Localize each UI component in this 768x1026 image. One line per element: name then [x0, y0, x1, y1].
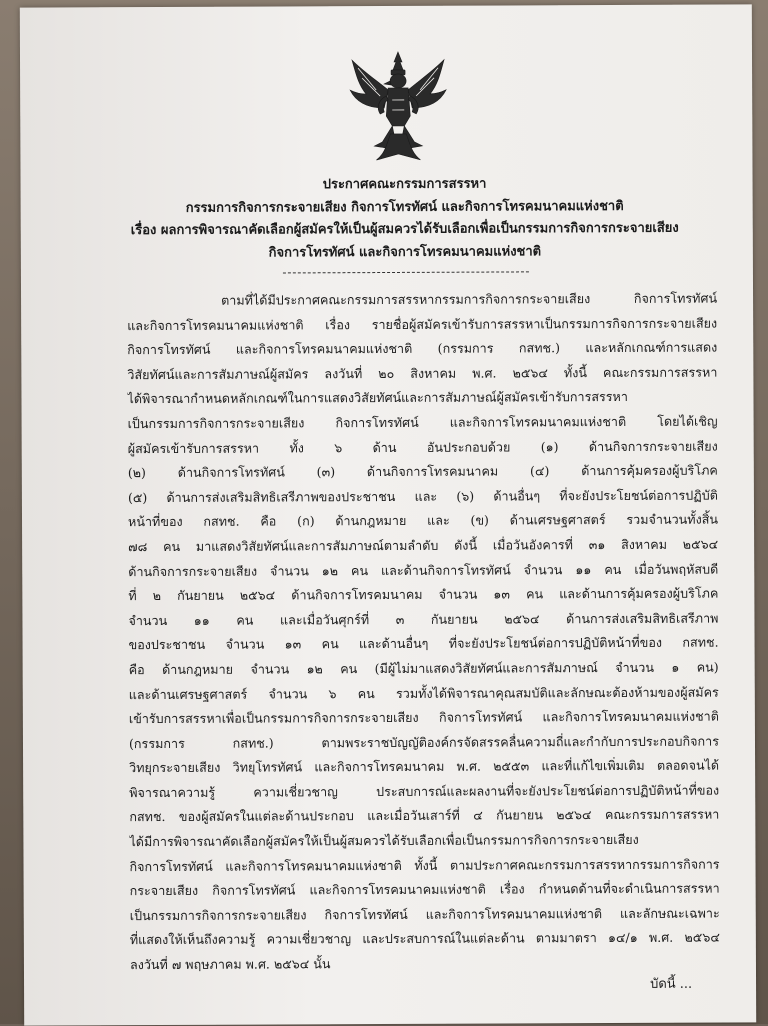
body-line: ของประชาชน จำนวน ๑๓ คน และด้านอื่นๆ ที่จะยังประโยชน์ต่อการปฏิบัติหน้าที่ของ กสทช. — [128, 634, 719, 653]
body-line: เป็นกรรมการกิจการกระจายเสียง กิจการโทรทัศน์ และกิจการโทรคมนาคมแห่งชาติ และลักษณะเฉพาะ — [129, 905, 720, 923]
body-line: ที่ ๒ กันยายน ๒๕๖๔ ด้านกิจการโทรคมนาคม จำนวน ๑๓ คน และด้านการคุ้มครองผู้บริโภค — [128, 585, 719, 604]
body-line: กสทช. ของผู้สมัครในแต่ละด้านประกอบ และเมื่อวันเสาร์ที่ ๔ กันยายน ๒๕๖๔ คณะกรรมการสรรหา — [129, 807, 720, 825]
body-line: คือ ด้านกฎหมาย จำนวน ๑๒ คน (มีผู้ไม่มาแสดงวิสัยทัศน์และการสัมภาษณ์ จำนวน ๑ คน) — [128, 659, 719, 678]
body-line: ลงวันที่ ๗ พฤษภาคม พ.ศ. ๒๕๖๔ นั้น — [129, 956, 331, 973]
header-divider — [283, 271, 529, 273]
body-line: (๕) ด้านการส่งเสริมสิทธิเสรีภาพของประชาชน และ (๖) ด้านอื่นๆ ที่จะยังประโยชน์ต่อการปฏิบัติ — [127, 487, 718, 505]
body-line: ที่แสดงให้เห็นถึงความรู้ ความเชี่ยวชาญ และประสบการณ์ในแต่ละด้าน ตามมาตรา ๑๔/๑ พ.ศ. ๒๕๖๔ — [129, 929, 720, 948]
body-line: ได้พิจารณากำหนดหลักเกณฑ์ในการแสดงวิสัยทัศน์และการสัมภาษณ์ผู้สมัครเข้ารับการสรรหา — [127, 389, 628, 407]
body-line: เป็นกรรมการกิจการกระจายเสียง กิจการโทรทัศน์ และกิจการโทรคมนาคมแห่งชาติ โดยได้เชิญ — [127, 413, 718, 432]
document-page — [20, 4, 756, 1025]
document-body — [127, 287, 720, 978]
body-line: พิจารณาความรู้ ความเชี่ยวชาญ ประสบการณ์และผลงานที่จะยังประโยชน์ต่อการปฏิบัติหน้าที่ของ — [129, 782, 720, 801]
body-line: ๗๘ คน มาแสดงวิสัยทัศน์และการสัมภาษณ์ตามลำดับ ดังนี้ เมื่อวันอังคารที่ ๓๑ สิงหาคม ๒๕๖๔ — [128, 536, 719, 555]
body-line: ตามที่ได้มีประกาศคณะกรรมการสรรหากรรมการกิจการกระจายเสียง กิจการโทรทัศน์ — [221, 290, 718, 308]
header-title: ประกาศคณะกรรมการสรรหา — [322, 176, 487, 193]
body-line: และด้านเศรษฐศาสตร์ จำนวน ๖ คน รวมทั้งได้พิจารณาคุณสมบัติและลักษณะต้องห้ามของผู้สมัคร — [128, 684, 719, 702]
garuda-emblem-icon — [346, 50, 450, 162]
body-line: กิจการโทรทัศน์ และกิจการโทรคมนาคมแห่งชาติ (กรรมการ กสทช.) และหลักเกณฑ์การแสดง — [127, 339, 718, 358]
continuation-marker: บัดนี้ ... — [650, 976, 693, 992]
body-line: จำนวน ๑๑ คน และเมื่อวันศุกร์ที่ ๓ กันยายน ๒๕๖๔ ด้านการส่งเสริมสิทธิเสรีภาพ — [128, 610, 719, 628]
body-line: หน้าที่ของ กสทช. คือ (ก) ด้านกฎหมาย และ (ข) ด้านเศรษฐศาสตร์ รวมจำนวนทั้งสิ้น — [127, 511, 719, 530]
body-line: เข้ารับการสรรหาเพื่อเป็นกรรมการกิจการกระจายเสียง กิจการโทรทัศน์ และกิจการโทรคมนาคมแห่งชาติ — [128, 708, 719, 727]
body-line: (กรรมการ กสทช.) ตามพระราชบัญญัติองค์กรจัดสรรคลื่นความถี่และกำกับการประกอบกิจการ — [128, 733, 720, 751]
header-committee: กรรมการกิจการกระจายเสียง กิจการโทรทัศน์ และกิจการโทรคมนาคมแห่งชาติ — [185, 198, 624, 216]
header-subject: เรื่อง ผลการพิจารณาคัดเลือกผู้สมัครให้เป็นผู้สมควรได้รับเลือกเพื่อเป็นกรรมการกิจการกระจายเสียง — [130, 220, 679, 239]
body-line: กระจายเสียง กิจการโทรทัศน์ และกิจการโทรคมนาคมแห่งชาติ เรื่อง กำหนดด้านที่จะดำเนินการสรรหา — [129, 880, 720, 899]
body-line: วิทยุกระจายเสียง วิทยุโทรทัศน์ และกิจการโทรคมนาคม พ.ศ. ๒๕๕๓ และที่แก้ไขเพิ่มเติม ตลอดจนได้ — [129, 757, 720, 776]
body-line: ด้านกิจการกระจายเสียง จำนวน ๑๒ คน และด้านกิจการโทรทัศน์ จำนวน ๑๑ คน เมื่อวันพฤหัสบดี — [128, 561, 719, 579]
body-line: กิจการโทรทัศน์ และกิจการโทรคมนาคมแห่งชาติ ทั้งนี้ ตามประกาศคณะกรรมการสรรหากรรมการกิจการ — [129, 856, 720, 874]
body-line: ผู้สมัครเข้ารับการสรรหา ทั้ง ๖ ด้าน อันประกอบด้วย (๑) ด้านกิจการกระจายเสียง — [127, 438, 718, 456]
document-header — [95, 173, 715, 266]
body-line: และกิจการโทรคมนาคมแห่งชาติ เรื่อง รายชื่อผู้สมัครเข้ารับการสรรหาเป็นกรรมการกิจการกระจายเสียง — [127, 315, 718, 333]
header-subject-continued: กิจการโทรทัศน์ และกิจการโทรคมนาคมแห่งชาติ — [268, 243, 542, 261]
body-line: วิสัยทัศน์และการสัมภาษณ์ผู้สมัคร ลงวันที่ ๒๐ สิงหาคม พ.ศ. ๒๕๖๔ ทั้งนี้ คณะกรรมการสรรหา — [127, 364, 718, 382]
body-line: (๒) ด้านกิจการโทรทัศน์ (๓) ด้านกิจการโทรคมนาคม (๔) ด้านการคุ้มครองผู้บริโภค — [127, 462, 718, 481]
body-line: ได้มีการพิจารณาคัดเลือกผู้สมัครให้เป็นผู้สมควรได้รับเลือกเพื่อเป็นกรรมการกิจการกระจายเสียง — [129, 831, 639, 850]
